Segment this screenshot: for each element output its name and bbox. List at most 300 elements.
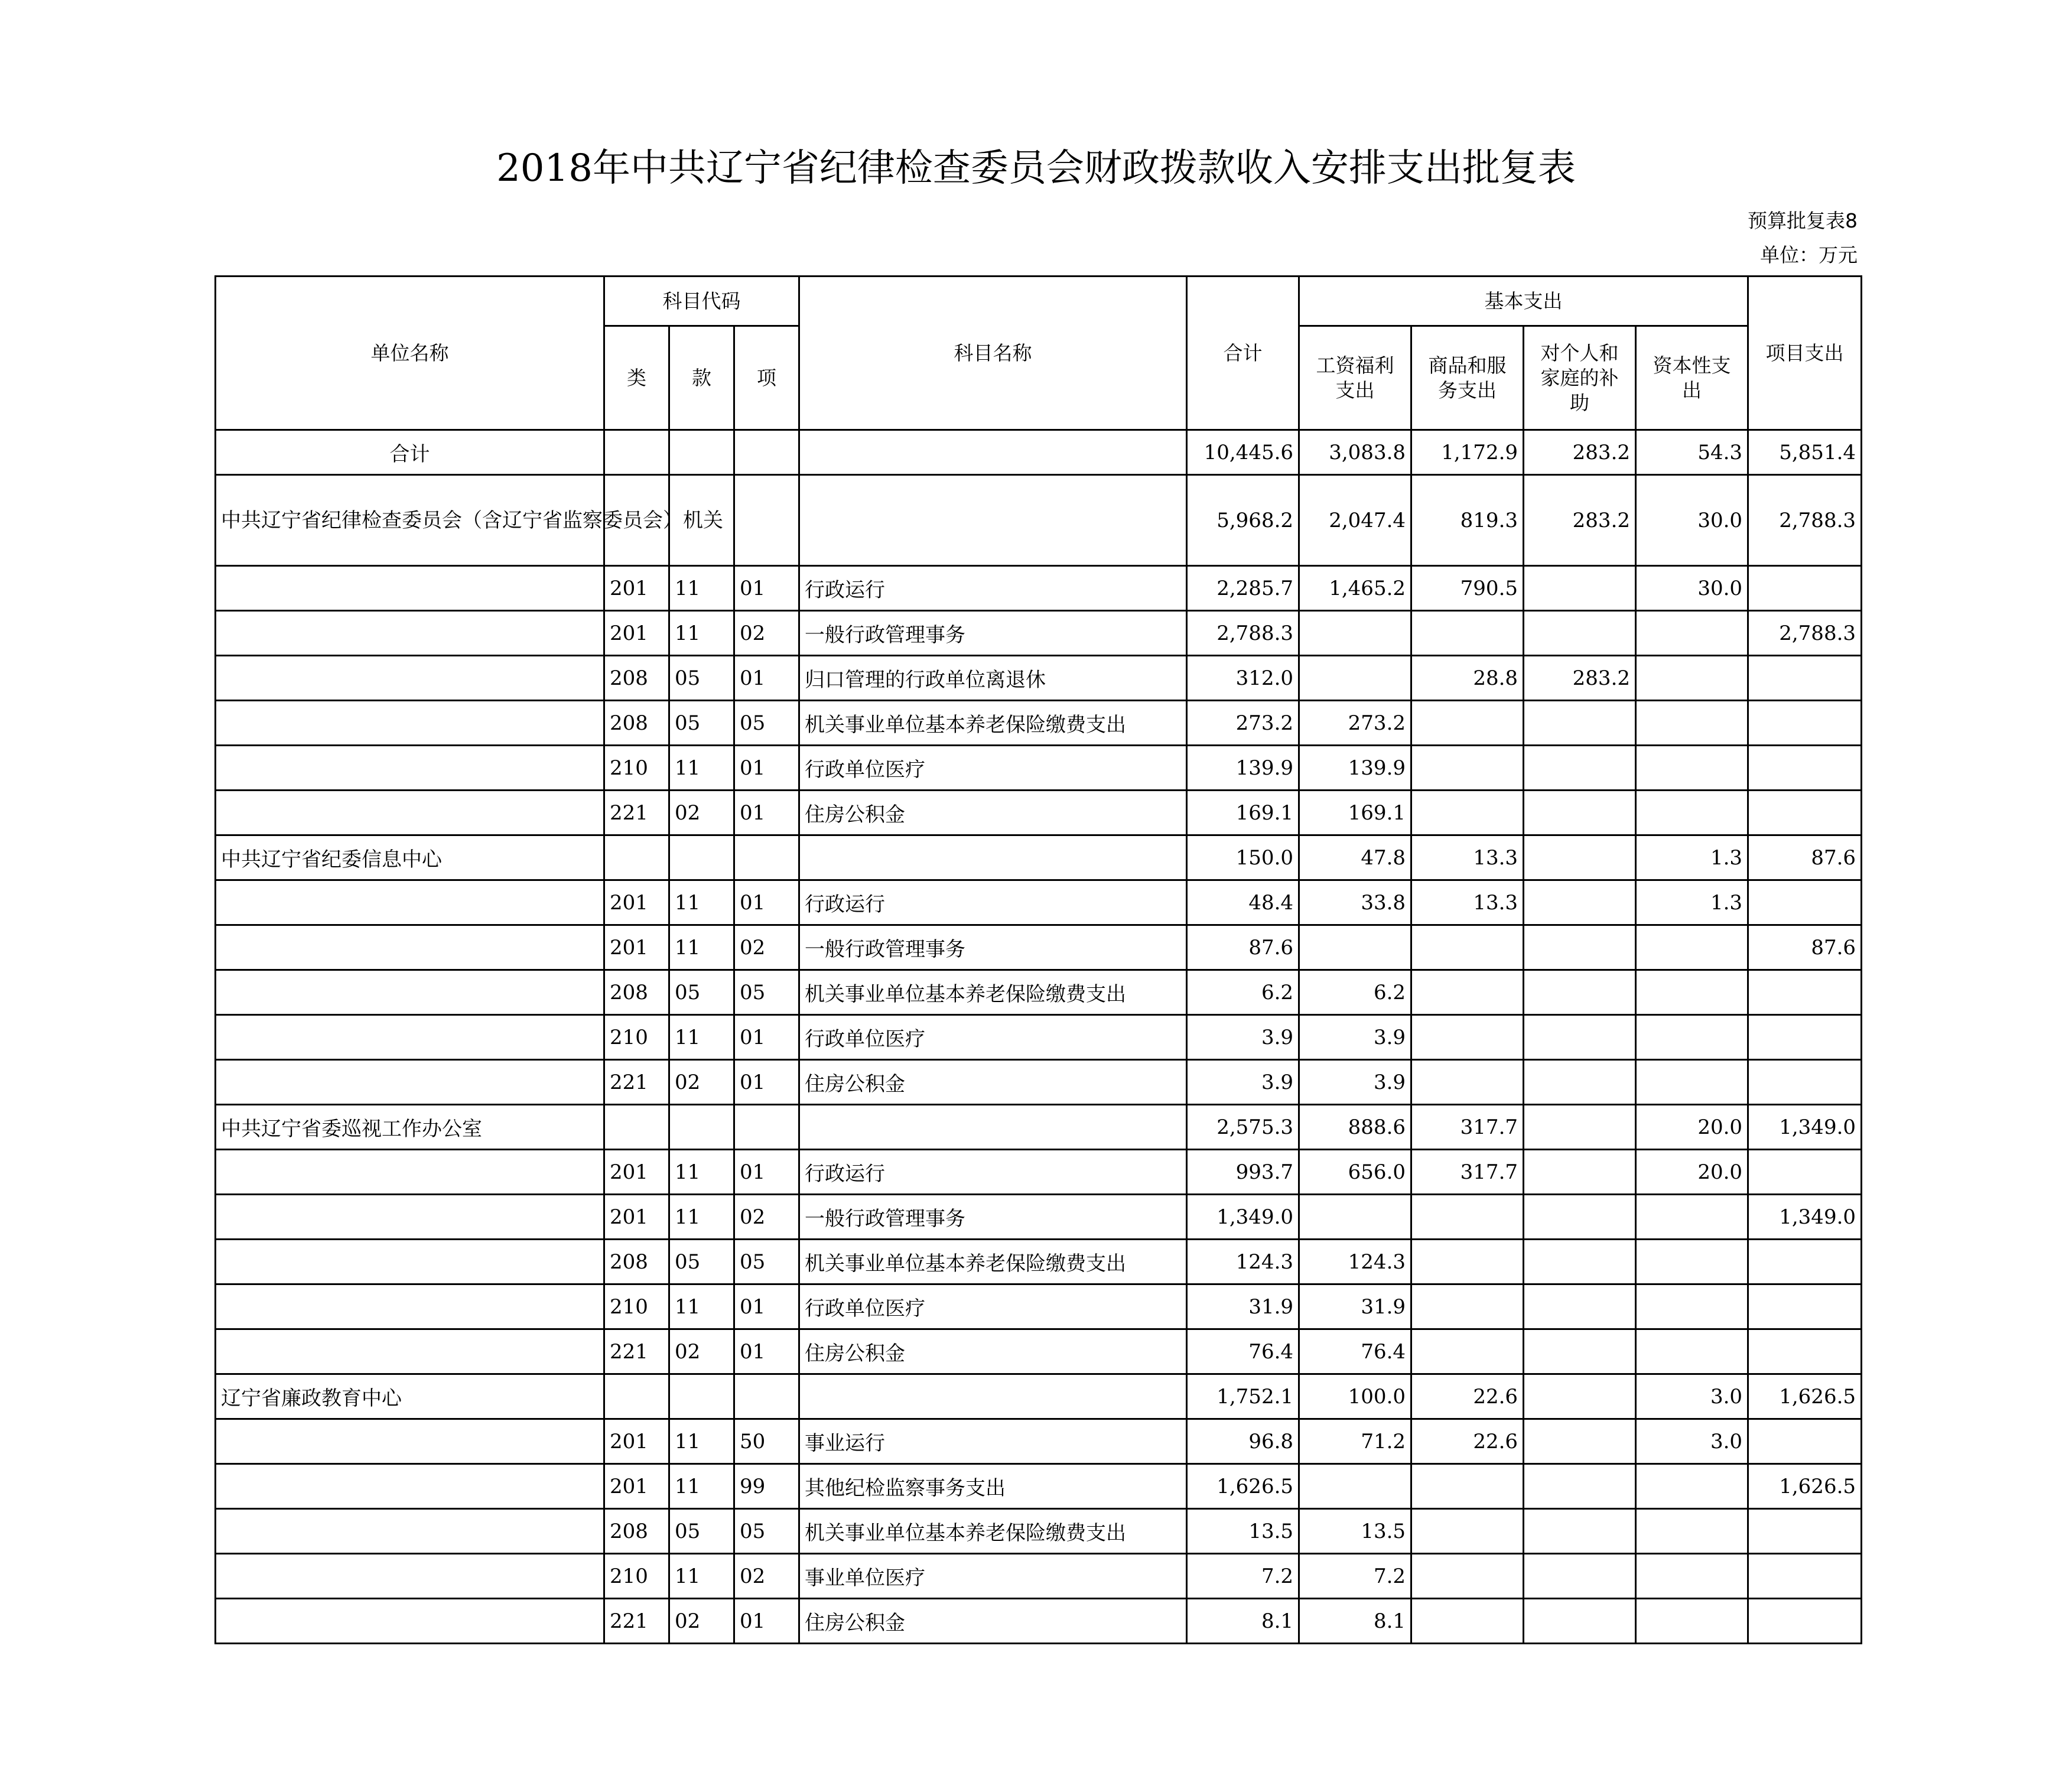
cell-project [1748,1554,1862,1599]
header-total: 合计 [1187,277,1299,430]
cell-unit-name [216,1419,604,1464]
cell-salary: 31.9 [1299,1284,1411,1329]
cell-personal-subsidy [1524,566,1636,611]
table-body [216,430,1862,1644]
cell-capital: 3.0 [1636,1419,1748,1464]
table-row [216,566,1862,611]
header-unit-name: 单位名称 [216,277,604,430]
cell-subject-name: 住房公积金 [799,1060,1187,1105]
cell-xiang: 05 [734,1509,799,1554]
cell-lei: 210 [604,1554,669,1599]
cell-project: 2,788.3 [1748,611,1862,656]
cell-unit-name [216,656,604,701]
cell-project [1748,1284,1862,1329]
cell-kuan: 02 [669,1599,734,1644]
cell-lei: 208 [604,1240,669,1284]
cell-capital: 3.0 [1636,1374,1748,1419]
cell-unit-name [216,791,604,835]
cell-salary: 7.2 [1299,1554,1411,1599]
cell-goods-services [1411,1195,1524,1240]
header-capital: 资本性支出 [1636,326,1748,430]
cell-project [1748,701,1862,746]
cell-personal-subsidy [1524,1329,1636,1374]
cell-capital [1636,970,1748,1015]
cell-total: 13.5 [1187,1509,1299,1554]
table-row [216,925,1862,970]
cell-capital: 20.0 [1636,1105,1748,1150]
cell-project: 87.6 [1748,835,1862,880]
cell-lei: 210 [604,1284,669,1329]
cell-subject-name: 行政运行 [799,1150,1187,1195]
header-salary: 工资福利支出 [1299,326,1411,430]
cell-goods-services [1411,925,1524,970]
cell-kuan: 11 [669,746,734,791]
cell-kuan [669,430,734,475]
cell-goods-services [1411,746,1524,791]
cell-goods-services: 819.3 [1411,475,1524,566]
cell-project: 1,349.0 [1748,1195,1862,1240]
table-row [216,1329,1862,1374]
cell-lei [604,1105,669,1150]
cell-xiang: 50 [734,1419,799,1464]
cell-personal-subsidy [1524,1105,1636,1150]
cell-lei: 201 [604,880,669,925]
cell-subject-name: 行政单位医疗 [799,1015,1187,1060]
table-row [216,880,1862,925]
header-goods-services: 商品和服务支出 [1411,326,1524,430]
cell-project: 5,851.4 [1748,430,1862,475]
table-row [216,1060,1862,1105]
cell-capital [1636,791,1748,835]
cell-salary: 124.3 [1299,1240,1411,1284]
cell-capital: 1.3 [1636,880,1748,925]
cell-lei: 201 [604,925,669,970]
cell-kuan: 11 [669,1284,734,1329]
table-row [216,475,1862,566]
cell-salary: 47.8 [1299,835,1411,880]
cell-xiang: 01 [734,1150,799,1195]
cell-subject-name [799,1105,1187,1150]
cell-personal-subsidy [1524,1150,1636,1195]
cell-project: 87.6 [1748,925,1862,970]
cell-total: 1,752.1 [1187,1374,1299,1419]
cell-total: 993.7 [1187,1150,1299,1195]
cell-project [1748,746,1862,791]
cell-xiang [734,430,799,475]
cell-unit-name [216,566,604,611]
table-row [216,1599,1862,1644]
cell-goods-services: 13.3 [1411,835,1524,880]
cell-kuan: 11 [669,1015,734,1060]
cell-capital [1636,1329,1748,1374]
cell-salary: 6.2 [1299,970,1411,1015]
cell-subject-name: 住房公积金 [799,1599,1187,1644]
cell-xiang: 02 [734,1554,799,1599]
cell-capital [1636,1599,1748,1644]
cell-personal-subsidy: 283.2 [1524,475,1636,566]
cell-project [1748,1240,1862,1284]
cell-subject-name: 事业单位医疗 [799,1554,1187,1599]
cell-lei: 208 [604,701,669,746]
cell-unit-name [216,1195,604,1240]
cell-capital: 20.0 [1636,1150,1748,1195]
cell-personal-subsidy [1524,1464,1636,1509]
cell-capital [1636,925,1748,970]
cell-personal-subsidy [1524,835,1636,880]
cell-capital [1636,1284,1748,1329]
cell-total: 124.3 [1187,1240,1299,1284]
cell-goods-services [1411,791,1524,835]
cell-total: 48.4 [1187,880,1299,925]
cell-kuan: 11 [669,1419,734,1464]
cell-unit-name [216,1329,604,1374]
cell-xiang: 02 [734,1195,799,1240]
cell-project [1748,1329,1862,1374]
cell-lei: 208 [604,970,669,1015]
cell-kuan: 11 [669,1464,734,1509]
cell-unit-name [216,1464,604,1509]
cell-unit-name: 中共辽宁省纪委信息中心 [216,835,604,880]
cell-goods-services: 317.7 [1411,1150,1524,1195]
table-row [216,746,1862,791]
cell-goods-services [1411,1599,1524,1644]
table-row [216,656,1862,701]
table-row [216,1374,1862,1419]
cell-subject-name: 一般行政管理事务 [799,1195,1187,1240]
table-row [216,1015,1862,1060]
cell-unit-name: 中共辽宁省纪律检查委员会（含辽宁省监察委员会）机关 [216,475,604,566]
cell-kuan: 05 [669,701,734,746]
cell-kuan: 11 [669,925,734,970]
cell-project [1748,1015,1862,1060]
cell-project [1748,656,1862,701]
cell-salary: 139.9 [1299,746,1411,791]
budget-table [214,275,1862,1644]
cell-unit-name [216,1554,604,1599]
cell-salary: 1,465.2 [1299,566,1411,611]
cell-goods-services [1411,1554,1524,1599]
cell-personal-subsidy [1524,746,1636,791]
cell-personal-subsidy [1524,1599,1636,1644]
header-basic-expenditure: 基本支出 [1299,277,1748,326]
header-project-expenditure: 项目支出 [1748,277,1862,430]
cell-salary: 3,083.8 [1299,430,1411,475]
cell-capital: 1.3 [1636,835,1748,880]
cell-subject-name: 一般行政管理事务 [799,611,1187,656]
cell-subject-name: 行政运行 [799,880,1187,925]
cell-goods-services [1411,1015,1524,1060]
cell-xiang: 01 [734,656,799,701]
cell-lei: 201 [604,1464,669,1509]
cell-project [1748,1509,1862,1554]
cell-capital: 30.0 [1636,566,1748,611]
cell-project: 1,349.0 [1748,1105,1862,1150]
header-kuan: 款 [669,326,734,430]
cell-kuan: 02 [669,791,734,835]
cell-capital [1636,1464,1748,1509]
cell-xiang [734,475,799,566]
cell-salary [1299,1195,1411,1240]
cell-xiang: 01 [734,1284,799,1329]
table-row [216,701,1862,746]
cell-unit-name [216,880,604,925]
cell-kuan [669,1374,734,1419]
cell-goods-services [1411,611,1524,656]
cell-kuan [669,835,734,880]
cell-salary [1299,1464,1411,1509]
cell-project [1748,791,1862,835]
cell-capital [1636,1509,1748,1554]
cell-unit-name [216,746,604,791]
cell-lei [604,1374,669,1419]
cell-capital [1636,701,1748,746]
cell-goods-services: 13.3 [1411,880,1524,925]
cell-subject-name [799,475,1187,566]
cell-goods-services [1411,701,1524,746]
cell-goods-services: 28.8 [1411,656,1524,701]
cell-total: 1,349.0 [1187,1195,1299,1240]
cell-lei: 221 [604,1329,669,1374]
cell-salary [1299,925,1411,970]
cell-subject-name: 一般行政管理事务 [799,925,1187,970]
cell-subject-name [799,835,1187,880]
cell-xiang: 01 [734,1599,799,1644]
cell-kuan: 11 [669,611,734,656]
cell-unit-name [216,1150,604,1195]
table-row [216,970,1862,1015]
cell-lei: 221 [604,791,669,835]
cell-lei: 221 [604,1599,669,1644]
cell-capital [1636,1240,1748,1284]
cell-kuan: 11 [669,1150,734,1195]
cell-goods-services: 317.7 [1411,1105,1524,1150]
cell-xiang: 02 [734,611,799,656]
table-row [216,611,1862,656]
cell-personal-subsidy [1524,1374,1636,1419]
cell-salary: 3.9 [1299,1015,1411,1060]
cell-personal-subsidy [1524,1240,1636,1284]
cell-personal-subsidy [1524,611,1636,656]
cell-total: 139.9 [1187,746,1299,791]
cell-total: 2,575.3 [1187,1105,1299,1150]
cell-personal-subsidy [1524,970,1636,1015]
table-row [216,1195,1862,1240]
cell-kuan: 11 [669,1195,734,1240]
cell-total: 76.4 [1187,1329,1299,1374]
table-row [216,1240,1862,1284]
header-subject-name: 科目名称 [799,277,1187,430]
cell-project [1748,1150,1862,1195]
cell-total: 1,626.5 [1187,1464,1299,1509]
cell-project: 2,788.3 [1748,475,1862,566]
cell-subject-name: 行政单位医疗 [799,746,1187,791]
cell-total: 5,968.2 [1187,475,1299,566]
cell-xiang: 01 [734,791,799,835]
cell-subject-name: 其他纪检监察事务支出 [799,1464,1187,1509]
table-row [216,1554,1862,1599]
cell-subject-name: 机关事业单位基本养老保险缴费支出 [799,1509,1187,1554]
unit-label: 单位：万元 [1760,243,1858,266]
cell-salary: 3.9 [1299,1060,1411,1105]
cell-salary: 169.1 [1299,791,1411,835]
table-row [216,1509,1862,1554]
cell-salary: 13.5 [1299,1509,1411,1554]
cell-capital [1636,611,1748,656]
cell-xiang [734,835,799,880]
cell-total: 2,285.7 [1187,566,1299,611]
cell-kuan: 02 [669,1329,734,1374]
cell-personal-subsidy [1524,1195,1636,1240]
cell-salary: 656.0 [1299,1150,1411,1195]
cell-unit-name [216,1599,604,1644]
cell-unit-name [216,701,604,746]
cell-xiang: 99 [734,1464,799,1509]
cell-lei: 201 [604,566,669,611]
table-row [216,1284,1862,1329]
cell-subject-name: 归口管理的行政单位离退休 [799,656,1187,701]
cell-kuan: 05 [669,1240,734,1284]
header-xiang: 项 [734,326,799,430]
cell-capital [1636,1554,1748,1599]
cell-xiang: 01 [734,1060,799,1105]
table-row [216,1419,1862,1464]
cell-xiang: 05 [734,970,799,1015]
cell-project: 1,626.5 [1748,1464,1862,1509]
cell-personal-subsidy [1524,791,1636,835]
cell-lei: 210 [604,1015,669,1060]
header-lei: 类 [604,326,669,430]
cell-project: 1,626.5 [1748,1374,1862,1419]
cell-unit-name [216,1060,604,1105]
cell-unit-name: 辽宁省廉政教育中心 [216,1374,604,1419]
cell-subject-name: 机关事业单位基本养老保险缴费支出 [799,701,1187,746]
cell-subject-name: 机关事业单位基本养老保险缴费支出 [799,970,1187,1015]
cell-goods-services [1411,1284,1524,1329]
cell-project [1748,1060,1862,1105]
cell-unit-name: 中共辽宁省委巡视工作办公室 [216,1105,604,1150]
cell-capital [1636,1015,1748,1060]
cell-total: 312.0 [1187,656,1299,701]
cell-xiang [734,1374,799,1419]
cell-subject-name [799,430,1187,475]
cell-unit-name [216,1509,604,1554]
cell-goods-services [1411,1464,1524,1509]
cell-personal-subsidy [1524,1554,1636,1599]
cell-lei: 201 [604,1195,669,1240]
cell-personal-subsidy: 283.2 [1524,656,1636,701]
cell-xiang [734,1105,799,1150]
cell-personal-subsidy [1524,1509,1636,1554]
cell-total: 31.9 [1187,1284,1299,1329]
cell-personal-subsidy [1524,1419,1636,1464]
cell-capital [1636,1195,1748,1240]
cell-personal-subsidy [1524,1284,1636,1329]
cell-total: 96.8 [1187,1419,1299,1464]
cell-lei: 201 [604,611,669,656]
cell-unit-name: 合计 [216,430,604,475]
cell-unit-name [216,1240,604,1284]
cell-goods-services: 22.6 [1411,1419,1524,1464]
cell-kuan [669,1105,734,1150]
cell-lei: 208 [604,1509,669,1554]
cell-total: 3.9 [1187,1015,1299,1060]
cell-total: 10,445.6 [1187,430,1299,475]
cell-personal-subsidy [1524,701,1636,746]
cell-total: 2,788.3 [1187,611,1299,656]
cell-xiang: 01 [734,566,799,611]
table-row [216,1105,1862,1150]
cell-salary: 273.2 [1299,701,1411,746]
cell-salary: 71.2 [1299,1419,1411,1464]
table-row [216,791,1862,835]
cell-subject-name: 机关事业单位基本养老保险缴费支出 [799,1240,1187,1284]
cell-lei: 201 [604,1150,669,1195]
cell-goods-services [1411,970,1524,1015]
page-title: 2018年中共辽宁省纪律检查委员会财政拨款收入安排支出批复表 [496,147,1576,190]
cell-goods-services [1411,1240,1524,1284]
cell-total: 169.1 [1187,791,1299,835]
cell-salary [1299,611,1411,656]
cell-xiang: 01 [734,1015,799,1060]
cell-kuan: 11 [669,566,734,611]
cell-subject-name [799,1374,1187,1419]
cell-xiang: 02 [734,925,799,970]
cell-kuan: 11 [669,880,734,925]
cell-unit-name [216,970,604,1015]
cell-lei: 221 [604,1060,669,1105]
table-row [216,430,1862,475]
cell-salary [1299,656,1411,701]
cell-unit-name [216,925,604,970]
cell-personal-subsidy [1524,880,1636,925]
table-row [216,835,1862,880]
cell-personal-subsidy: 283.2 [1524,430,1636,475]
cell-project [1748,1599,1862,1644]
cell-project [1748,566,1862,611]
cell-project [1748,970,1862,1015]
cell-total: 87.6 [1187,925,1299,970]
cell-lei: 210 [604,746,669,791]
cell-lei: 201 [604,1419,669,1464]
cell-salary: 8.1 [1299,1599,1411,1644]
cell-salary: 888.6 [1299,1105,1411,1150]
cell-personal-subsidy [1524,1015,1636,1060]
cell-subject-name: 行政运行 [799,566,1187,611]
cell-xiang: 01 [734,880,799,925]
cell-unit-name [216,611,604,656]
cell-total: 273.2 [1187,701,1299,746]
cell-kuan: 11 [669,1554,734,1599]
cell-subject-name: 事业运行 [799,1419,1187,1464]
table-row [216,1464,1862,1509]
cell-personal-subsidy [1524,925,1636,970]
cell-kuan: 02 [669,1060,734,1105]
cell-kuan: 05 [669,970,734,1015]
cell-capital: 54.3 [1636,430,1748,475]
cell-goods-services [1411,1509,1524,1554]
cell-total: 8.1 [1187,1599,1299,1644]
table-row [216,1150,1862,1195]
cell-kuan: 05 [669,1509,734,1554]
cell-goods-services [1411,1329,1524,1374]
cell-total: 3.9 [1187,1060,1299,1105]
cell-xiang: 05 [734,1240,799,1284]
cell-capital [1636,746,1748,791]
cell-unit-name [216,1284,604,1329]
cell-kuan: 05 [669,656,734,701]
cell-salary: 100.0 [1299,1374,1411,1419]
cell-project [1748,880,1862,925]
